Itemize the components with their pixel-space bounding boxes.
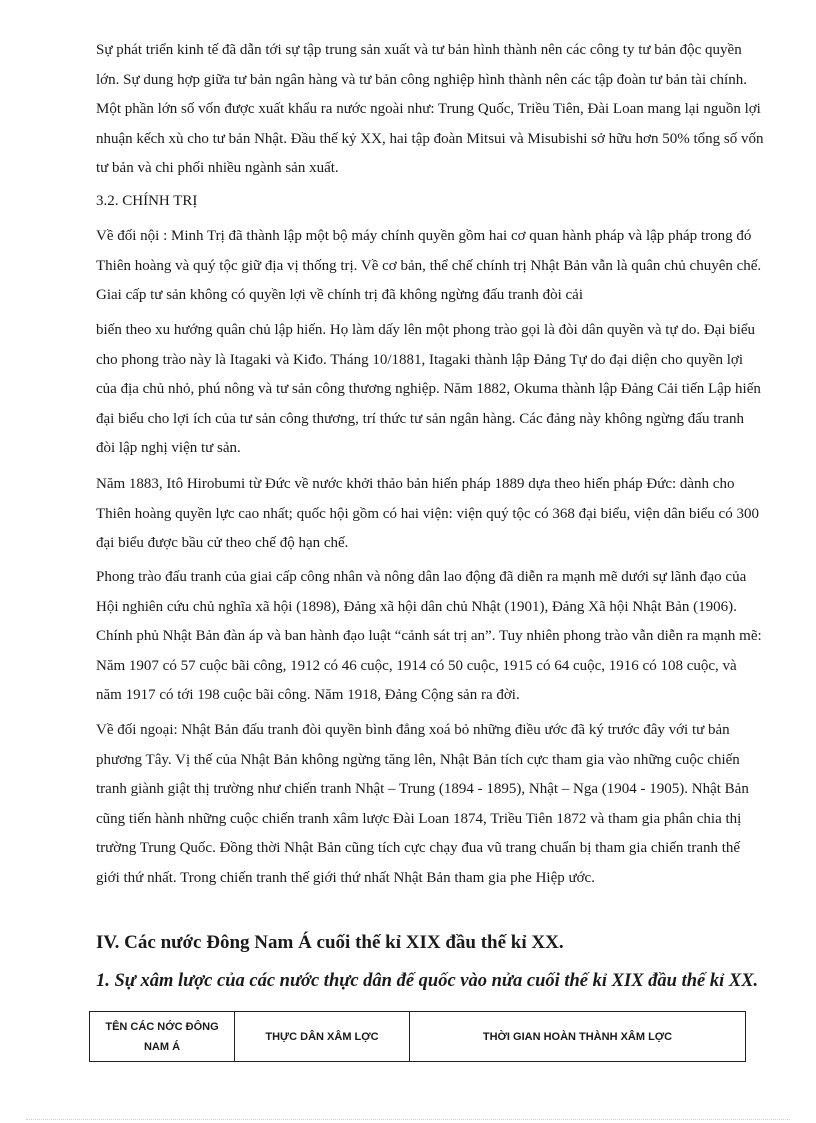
colonization-table — [89, 1011, 746, 1062]
sub-heading: 1. Sự xâm lược của các nước thực dân đế quốc vào nửa cuối thế kỉ XIX đầu thế kỉ XX. — [96, 971, 759, 991]
table-header-colonizer: THỰC DÂN XÂM LỢC — [235, 1012, 410, 1062]
page-bottom-divider — [26, 1119, 790, 1120]
table-header-row — [90, 1012, 746, 1062]
table-header-completion-time: THỜI GIAN HOÀN THÀNH XÂM LỢC — [410, 1012, 746, 1062]
paragraph-domestic-policy: Về đối nội : Minh Trị đã thành lập một bộ máy chính quyền gồm hai cơ quan hành pháp và lập pháp trong đó Thiên hoàng và quý tộc giữ địa vị thống trị. Về cơ bản, thể chế chính trị Nhật Bản vẫn là quân chủ chuyên chế. Giai cấp tư sản không có quyền lợi về chính trị đã không ngừng đấu tranh đòi cải — [96, 228, 762, 303]
paragraph-constitution-1889: Năm 1883, Itô Hirobumi từ Đức về nước khởi thảo bản hiến pháp 1889 dựa theo hiến pháp Đức: dành cho Thiên hoàng quyền lực cao nhất; quốc hội gồm có hai viện: viện quý tộc có 368 đại biểu, viện dân biểu có 300 đại biểu được bầu cử theo chế độ hạn chế. — [96, 476, 759, 551]
heading-politics: 3.2. CHÍNH TRỊ — [96, 193, 198, 209]
section-heading: IV. Các nước Đông Nam Á cuối thế kỉ XIX đầu thế kỉ XX. — [96, 932, 564, 953]
paragraph-labor-movement: Phong trào đấu tranh của giai cấp công nhân và nông dân lao động đã diễn ra mạnh mẽ dưới sự lãnh đạo của Hội nghiên cứu chủ nghĩa xã hội (1898), Đảng xã hội dân chủ Nhật (1901), Đảng Xã hội Nhật Bản (1906). Chính phủ Nhật Bản đàn áp và ban hành đạo luật “cảnh sát trị an”. Tuy nhiên phong trào vẫn diễn ra mạnh mẽ: Năm 1907 có 57 cuộc bãi công, 1912 có 46 cuộc, 1914 có 50 cuộc, 1915 có 64 cuộc, 1916 có 108 cuộc, và năm 1917 có tới 198 cuộc bãi công. Năm 1918, Đảng Cộng sản ra đời. — [96, 569, 762, 703]
paragraph-economy: Sự phát triển kinh tế đã dẫn tới sự tập trung sản xuất và tư bản hình thành nên các công ty tư bản độc quyền lớn. Sự dung hợp giữa tư bản ngân hàng và tư bản công nghiệp hình thành nên các tập đoàn tư bản tài chính. Một phần lớn số vốn được xuất khẩu ra nước ngoài như: Trung Quốc, Triều Tiên, Đài Loan mang lại nguồn lợi nhuận kếch xù cho tư bản Nhật. Đầu thế kỷ XX, hai tập đoàn Mitsui và Misubishi sở hữu hơn 50% tổng số vốn tư bản và chi phối nhiều ngành sản xuất. — [96, 42, 764, 176]
paragraph-foreign-policy: Về đối ngoại: Nhật Bản đấu tranh đòi quyền bình đẳng xoá bỏ những điều ước đã ký trước đây với tư bản phương Tây. Vị thế của Nhật Bản không ngừng tăng lên, Nhật Bản tích cực tham gia vào những cuộc chiến tranh giành giật thị trường như chiến tranh Nhật – Trung (1894 - 1895), Nhật – Nga (1904 - 1905). Nhật Bản cũng tiến hành những cuộc chiến tranh xâm lược Đài Loan 1874, Triều Tiên 1872 và tham gia phân chia thị trường Trung Quốc. Đồng thời Nhật Bản cũng tích cực chạy đua vũ trang chuẩn bị tham gia chiến tranh thế giới thứ nhất. Trong chiến tranh thế giới thứ nhất Nhật Bản tham gia phe Hiệp ước. — [96, 722, 749, 886]
paragraph-constitutional-movement: biến theo xu hướng quân chủ lập hiến. Họ làm dấy lên một phong trào gọi là đòi dân quyền và tự do. Đại biểu cho phong trào này là Itagaki và Kiđo. Tháng 10/1881, Itagaki thành lập Đảng Tự do đại diện cho quyền lợi của địa chủ nhỏ, phú nông và tư sản công thương nghiệp. Năm 1882, Okuma thành lập Đảng Cải tiến Lập hiến đại biểu cho lợi ích của tư sản công thương, trí thức tư sản ngân hàng. Các đảng này không ngừng đấu tranh đòi lập nghị viện tư sản. — [96, 322, 761, 456]
table-header-country: TÊN CÁC NỚC ĐÔNG NAM Á — [90, 1012, 235, 1062]
